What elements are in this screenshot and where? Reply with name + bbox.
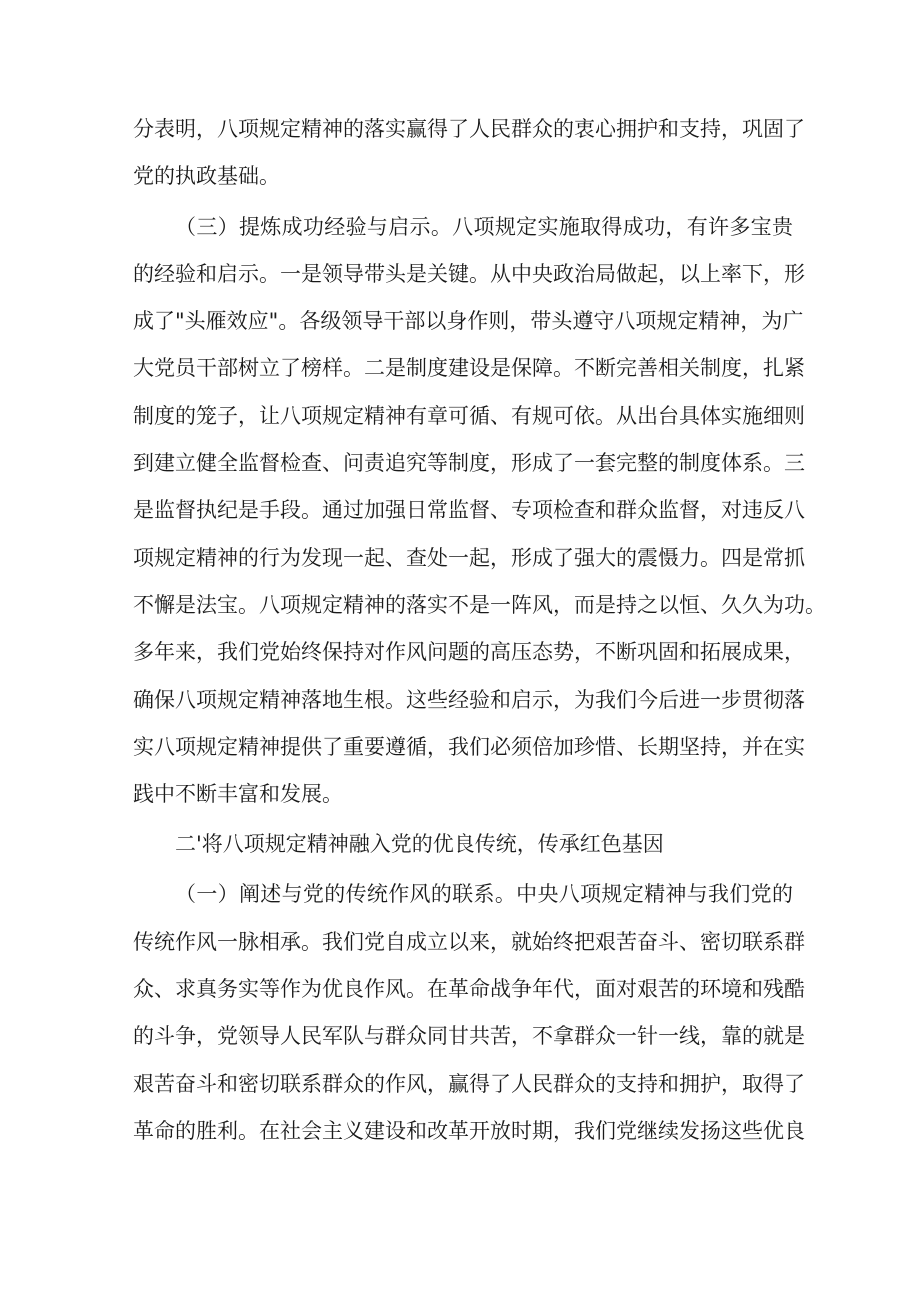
text-line-14: 实八项规定精神提供了重要遵循，我们必须倍加珍惜、长期坚持，并在实 [133, 735, 805, 759]
text-line-8: 到建立健全监督检查、问责追究等制度，形成了一套完整的制度体系。三 [133, 451, 805, 475]
text-line-2: 党的执政基础。 [133, 164, 280, 188]
text-line-19: 众、求真务实等作为优良作风。在革命战争年代，面对艰苦的环境和残酷 [133, 977, 805, 1001]
text-line-18: 传统作风一脉相承。我们党自成立以来，就始终把艰苦奋斗、密切联系群 [133, 930, 805, 954]
text-line-7: 制度的笼子，让八项规定精神有章可循、有规可依。从出台具体实施细则 [133, 404, 805, 428]
text-line-5: 成了"头雁效应"。各级领导干部以身作则，带头遵守八项规定精神，为广 [133, 309, 804, 333]
text-line-1: 分表明，八项规定精神的落实赢得了人民群众的衷心拥护和支持，巩固了 [133, 117, 805, 141]
text-line-15: 践中不断丰富和发展。 [133, 782, 343, 806]
text-line-6: 大党员干部树立了榜样。二是制度建设是保障。不断完善相关制度，扎紧 [133, 356, 805, 380]
text-line-11: 不懈是法宝。八项规定精神的落实不是一阵风，而是持之以恒、久久为功。 [133, 593, 826, 617]
text-line-12: 多年来，我们党始终保持对作风问题的高压态势，不断巩固和拓展成果， [133, 640, 805, 664]
text-line-22: 革命的胜利。在社会主义建设和改革开放时期，我们党继续发扬这些优良 [133, 1119, 805, 1143]
text-line-9: 是监督执纪是手段。通过加强日常监督、专项检查和群众监督，对违反八 [133, 498, 805, 522]
text-line-3: （三）提炼成功经验与启示。八项规定实施取得成功，有许多宝贵 [175, 215, 793, 239]
text-line-13: 确保八项规定精神落地生根。这些经验和启示，为我们今后进一步贯彻落 [133, 688, 805, 712]
text-line-20: 的斗争，党领导人民军队与群众同甘共苦，不拿群众一针一线，靠的就是 [133, 1024, 805, 1048]
text-line-10: 项规定精神的行为发现一起、查处一起，形成了强大的震慑力。四是常抓 [133, 546, 805, 570]
section-heading: 二'将八项规定精神融入党的优良传统，传承红色基因 [175, 832, 664, 856]
text-line-21: 艰苦奋斗和密切联系群众的作风，赢得了人民群众的支持和拥护，取得了 [133, 1072, 805, 1096]
text-line-4: 的经验和启示。一是领导带头是关键。从中央政治局做起，以上率下，形 [133, 262, 805, 286]
text-line-17: （一）阐述与党的传统作风的联系。中央八项规定精神与我们党的 [175, 882, 793, 906]
